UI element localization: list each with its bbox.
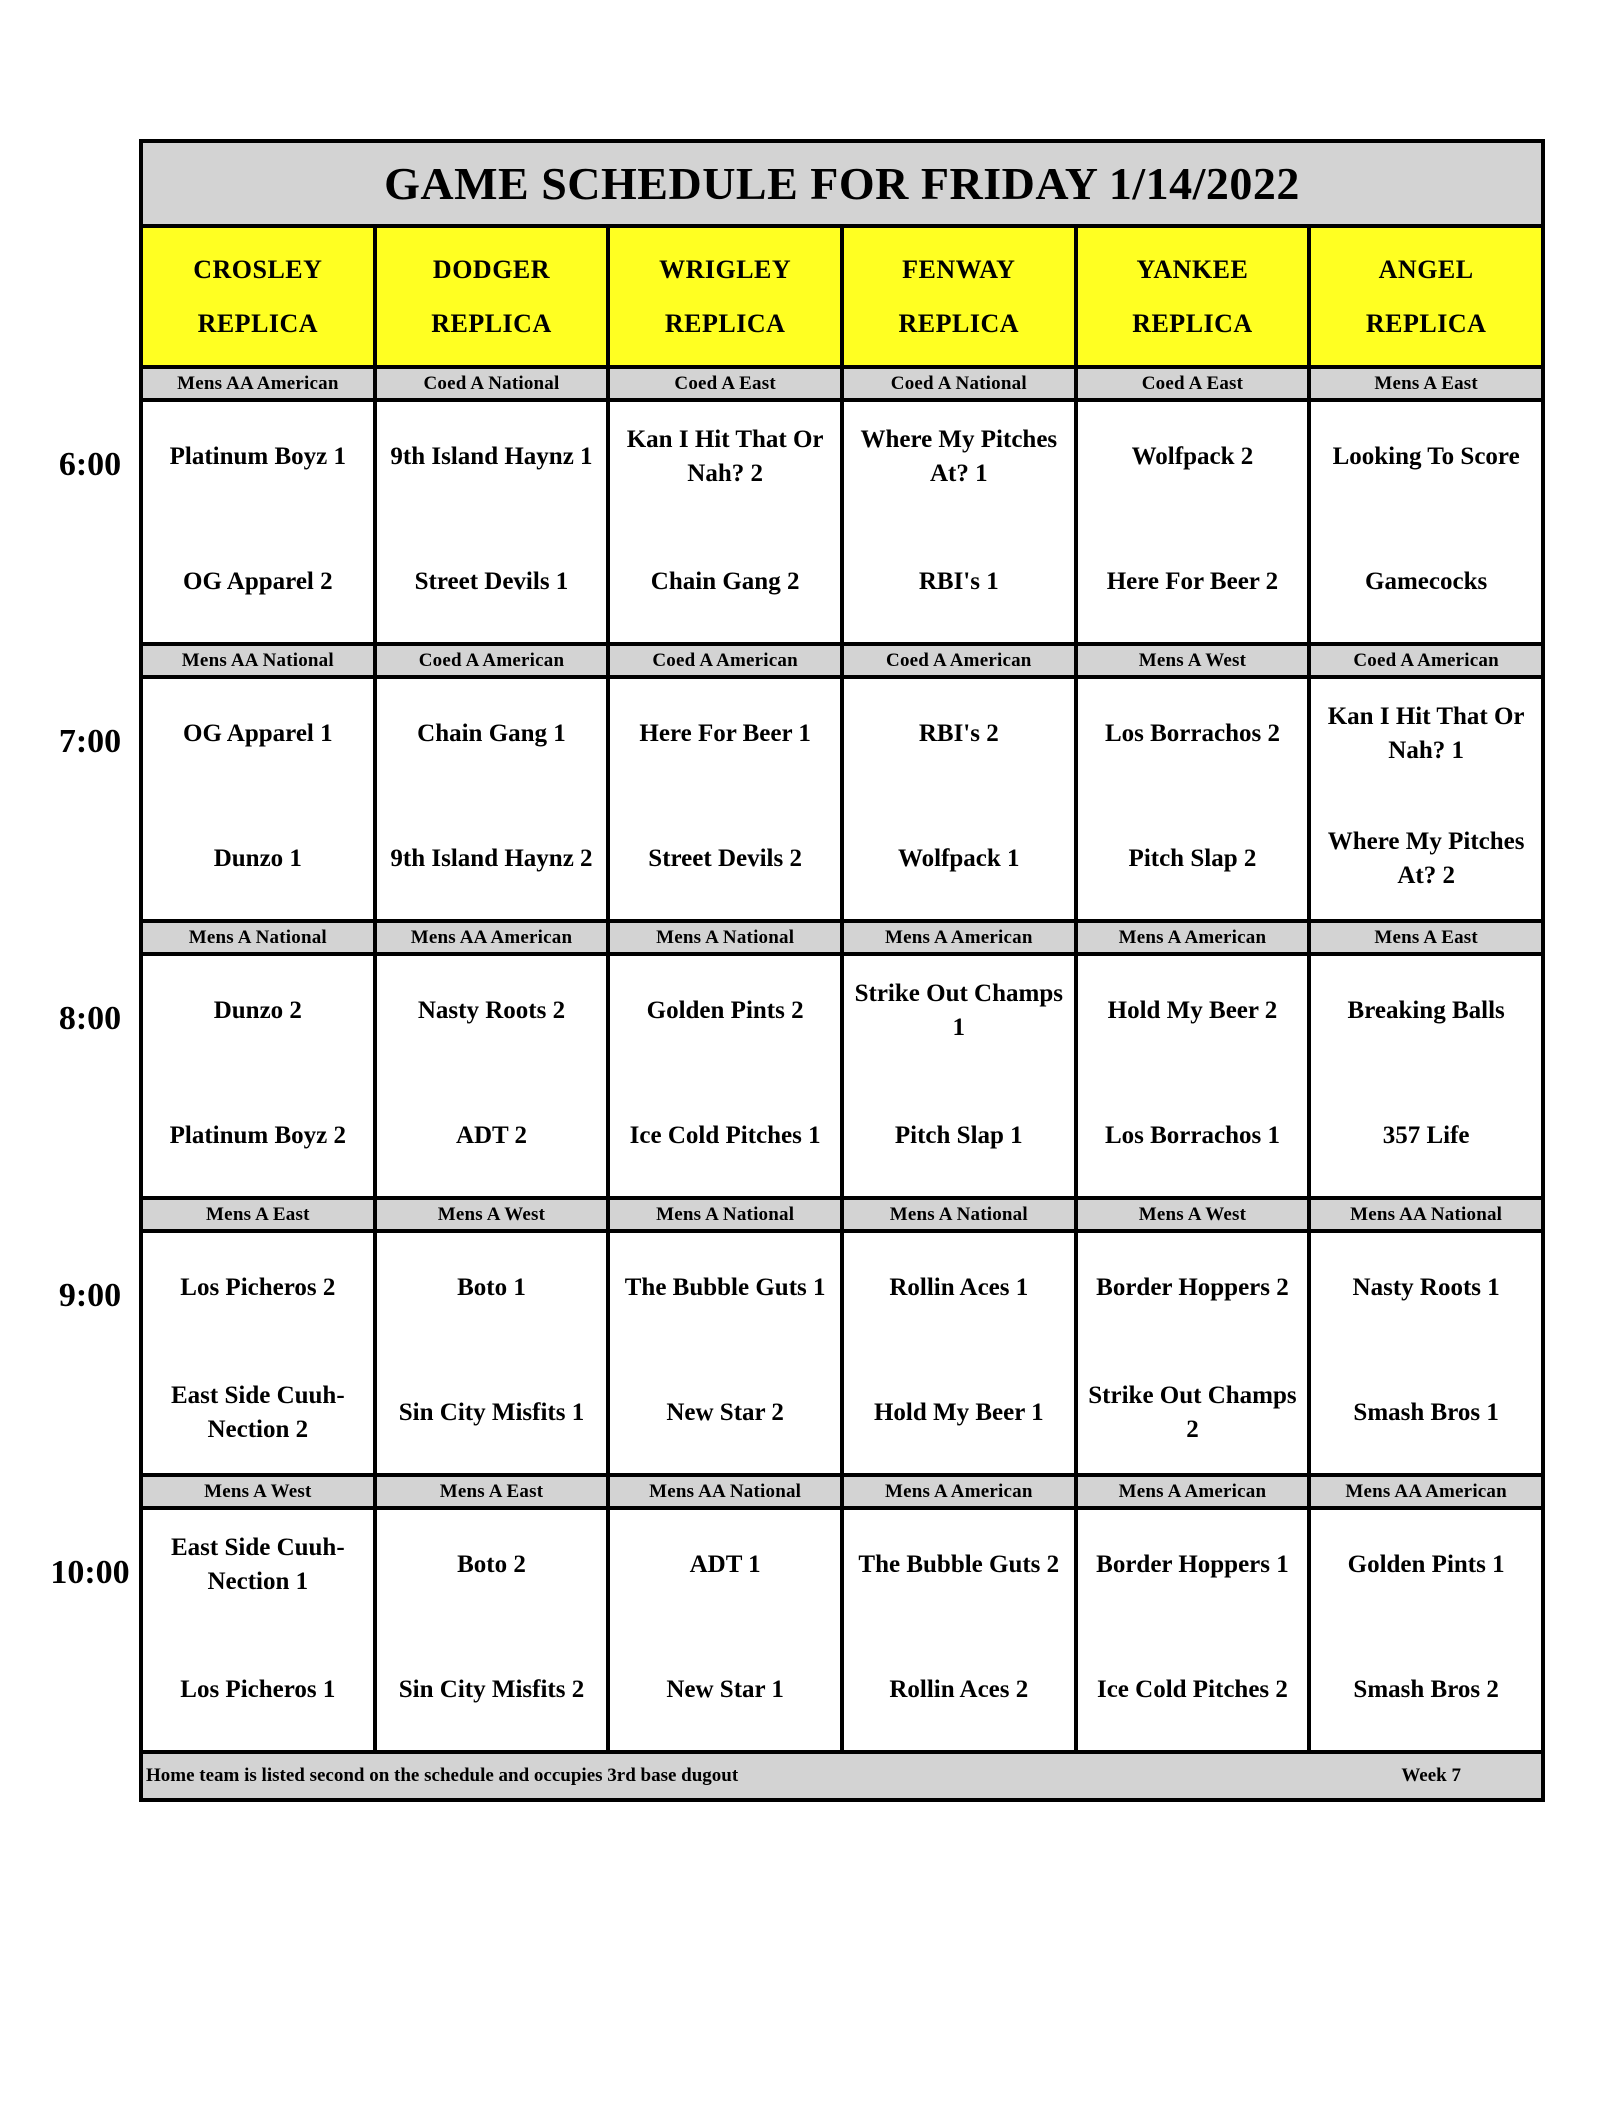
footer-row	[141, 1752, 1543, 1800]
field-name: WRIGLEY	[659, 254, 792, 284]
field-header-fenway	[842, 226, 1076, 367]
away-team: East Side Cuuh-Nection 1	[170, 1534, 345, 1595]
page-title: GAME SCHEDULE FOR FRIDAY 1/14/2022	[141, 141, 1543, 226]
game-cell	[1076, 954, 1310, 1198]
away-team: 9th Island Haynz 1	[390, 443, 593, 470]
away-team: Boto 2	[457, 1551, 526, 1578]
field-header-yankee	[1076, 226, 1310, 367]
game-cell	[608, 400, 842, 644]
field-sub: REPLICA	[197, 308, 319, 338]
division-label: Mens A East	[1309, 921, 1543, 954]
division-label: Mens AA National	[1309, 1198, 1543, 1231]
field-header-angel	[1309, 226, 1543, 367]
division-label: Mens A American	[842, 1475, 1076, 1508]
game-cell	[1076, 677, 1310, 921]
footer-note: Home team is listed second on the schedule and occupies 3rd base dugout	[146, 1765, 739, 1786]
game-row	[141, 677, 1543, 921]
away-team: Border Hoppers 1	[1096, 1551, 1289, 1578]
away-team: ADT 1	[689, 1551, 761, 1578]
home-team: New Star 2	[666, 1399, 784, 1426]
division-label: Coed A East	[608, 367, 842, 400]
home-team: Ice Cold Pitches 1	[629, 1122, 821, 1149]
division-label: Mens AA American	[141, 367, 375, 400]
away-team: Rollin Aces 1	[889, 1274, 1029, 1301]
home-team: Los Picheros 1	[180, 1676, 336, 1703]
division-label: Coed A American	[1309, 644, 1543, 677]
field-sub: REPLICA	[898, 308, 1020, 338]
home-team: RBI's 1	[918, 568, 999, 595]
field-name: FENWAY	[902, 254, 1016, 284]
away-team: Kan I Hit That Or Nah? 2	[626, 426, 824, 487]
away-team: The Bubble Guts 1	[624, 1274, 826, 1301]
away-team: Boto 1	[457, 1274, 526, 1301]
away-team: Here For Beer 1	[639, 720, 811, 747]
division-label: Mens AA American	[1309, 1475, 1543, 1508]
home-team: OG Apparel 2	[183, 568, 333, 595]
game-cell	[375, 400, 609, 644]
game-cell	[842, 1508, 1076, 1752]
away-team: Kan I Hit That Or Nah? 1	[1327, 703, 1525, 764]
game-cell	[842, 677, 1076, 921]
game-row	[141, 1231, 1543, 1475]
home-team: Rollin Aces 2	[889, 1676, 1029, 1703]
division-label: Mens A American	[1076, 921, 1310, 954]
home-team: Sin City Misfits 1	[398, 1399, 585, 1426]
field-name: YANKEE	[1136, 254, 1249, 284]
game-cell	[842, 1231, 1076, 1475]
home-team: 9th Island Haynz 2	[390, 845, 593, 872]
division-label: Mens A West	[1076, 1198, 1310, 1231]
division-row	[141, 1198, 1543, 1231]
division-label: Mens A West	[375, 1198, 609, 1231]
week-label: Week 7	[1401, 1765, 1461, 1786]
time-label: 10:00	[50, 1554, 130, 1591]
away-team: Chain Gang 1	[417, 720, 566, 747]
away-team: Golden Pints 2	[646, 997, 804, 1024]
field-name: ANGEL	[1378, 254, 1474, 284]
division-label: Mens A American	[1076, 1475, 1310, 1508]
division-label: Coed A American	[842, 644, 1076, 677]
division-label: Mens A West	[1076, 644, 1310, 677]
game-cell	[608, 1231, 842, 1475]
game-cell	[1076, 1231, 1310, 1475]
away-team: Nasty Roots 2	[417, 997, 566, 1024]
away-team: Wolfpack 2	[1131, 443, 1254, 470]
home-team: ADT 2	[455, 1122, 528, 1149]
game-row	[141, 1508, 1543, 1752]
game-cell	[842, 954, 1076, 1198]
game-cell	[842, 400, 1076, 644]
game-cell	[1076, 1508, 1310, 1752]
home-team: New Star 1	[666, 1676, 784, 1703]
schedule-table	[139, 139, 1545, 1802]
division-label: Mens A East	[375, 1475, 609, 1508]
home-team: Sin City Misfits 2	[398, 1676, 585, 1703]
game-cell	[375, 954, 609, 1198]
away-team: Nasty Roots 1	[1352, 1274, 1500, 1301]
away-team: Los Picheros 2	[180, 1274, 336, 1301]
home-team: 357 Life	[1382, 1122, 1470, 1149]
game-cell	[375, 1508, 609, 1752]
home-team: Strike Out Champs 2	[1088, 1382, 1297, 1443]
division-label: Coed A East	[1076, 367, 1310, 400]
game-cell	[141, 677, 375, 921]
game-cell	[608, 954, 842, 1198]
away-team: Looking To Score	[1332, 443, 1520, 470]
division-label: Coed A American	[375, 644, 609, 677]
field-name: CROSLEY	[193, 254, 323, 284]
away-team: Dunzo 2	[213, 997, 302, 1024]
home-team: Hold My Beer 1	[873, 1399, 1044, 1426]
home-team: Chain Gang 2	[650, 568, 800, 595]
field-header-row	[141, 226, 1543, 367]
away-team: Breaking Balls	[1347, 997, 1505, 1024]
field-sub: REPLICA	[664, 308, 786, 338]
field-header-wrigley	[608, 226, 842, 367]
division-label: Mens A West	[141, 1475, 375, 1508]
home-team: Pitch Slap 2	[1128, 845, 1257, 872]
game-cell	[141, 1231, 375, 1475]
away-team: Where My Pitches At? 1	[860, 426, 1058, 487]
home-team: Dunzo 1	[213, 845, 302, 872]
home-team: Gamecocks	[1365, 568, 1488, 595]
game-cell	[1309, 1231, 1543, 1475]
game-cell	[375, 677, 609, 921]
time-label: 9:00	[58, 1277, 122, 1314]
home-team: Platinum Boyz 2	[169, 1122, 347, 1149]
division-label: Mens A National	[141, 921, 375, 954]
home-team: Los Borrachos 1	[1104, 1122, 1280, 1149]
division-label: Mens A National	[608, 921, 842, 954]
game-cell	[608, 1508, 842, 1752]
away-team: Hold My Beer 2	[1107, 997, 1278, 1024]
division-label: Coed A National	[375, 367, 609, 400]
home-team: Street Devils 2	[648, 845, 802, 872]
game-row	[141, 954, 1543, 1198]
division-label: Mens AA National	[141, 644, 375, 677]
home-team: Pitch Slap 1	[894, 1122, 1023, 1149]
division-label: Coed A National	[842, 367, 1076, 400]
time-label: 6:00	[58, 446, 122, 483]
home-team: Smash Bros 2	[1353, 1676, 1499, 1703]
field-header-dodger	[375, 226, 609, 367]
division-label: Mens A National	[842, 1198, 1076, 1231]
away-team: Strike Out Champs 1	[854, 980, 1063, 1041]
away-team: Platinum Boyz 1	[169, 443, 347, 470]
division-row	[141, 367, 1543, 400]
game-cell	[141, 954, 375, 1198]
division-row	[141, 921, 1543, 954]
footer-cell	[141, 1752, 1543, 1800]
time-label: 8:00	[58, 1000, 122, 1037]
division-label: Mens A East	[1309, 367, 1543, 400]
away-team: RBI's 2	[918, 720, 999, 747]
home-team: Ice Cold Pitches 2	[1096, 1676, 1288, 1703]
home-team: Street Devils 1	[414, 568, 569, 595]
game-cell	[608, 677, 842, 921]
field-name: DODGER	[432, 254, 551, 284]
away-team: The Bubble Guts 2	[858, 1551, 1060, 1578]
home-team: Where My Pitches At? 2	[1327, 828, 1525, 889]
division-label: Mens AA National	[608, 1475, 842, 1508]
away-team: Border Hoppers 2	[1096, 1274, 1289, 1301]
field-header-crosley	[141, 226, 375, 367]
division-row	[141, 644, 1543, 677]
game-cell	[141, 1508, 375, 1752]
game-cell	[141, 400, 375, 644]
game-cell	[1309, 1508, 1543, 1752]
game-cell	[1309, 677, 1543, 921]
game-row	[141, 400, 1543, 644]
division-label: Coed A American	[608, 644, 842, 677]
away-team: Golden Pints 1	[1347, 1551, 1505, 1578]
field-sub: REPLICA	[1132, 308, 1253, 338]
field-sub: REPLICA	[1365, 308, 1487, 338]
division-label: Mens AA American	[375, 921, 609, 954]
title-row	[141, 141, 1543, 226]
away-team: Los Borrachos 2	[1104, 720, 1280, 747]
home-team: Wolfpack 1	[898, 845, 1020, 872]
field-sub: REPLICA	[431, 308, 552, 338]
time-label: 7:00	[58, 723, 122, 760]
away-team: OG Apparel 1	[183, 720, 333, 747]
game-cell	[1076, 400, 1310, 644]
home-team: East Side Cuuh-Nection 2	[170, 1382, 345, 1443]
division-label: Mens A National	[608, 1198, 842, 1231]
game-cell	[375, 1231, 609, 1475]
game-cell	[1309, 954, 1543, 1198]
division-label: Mens A East	[141, 1198, 375, 1231]
division-label: Mens A American	[842, 921, 1076, 954]
division-row	[141, 1475, 1543, 1508]
game-cell	[1309, 400, 1543, 644]
home-team: Smash Bros 1	[1353, 1399, 1499, 1426]
home-team: Here For Beer 2	[1106, 568, 1279, 595]
